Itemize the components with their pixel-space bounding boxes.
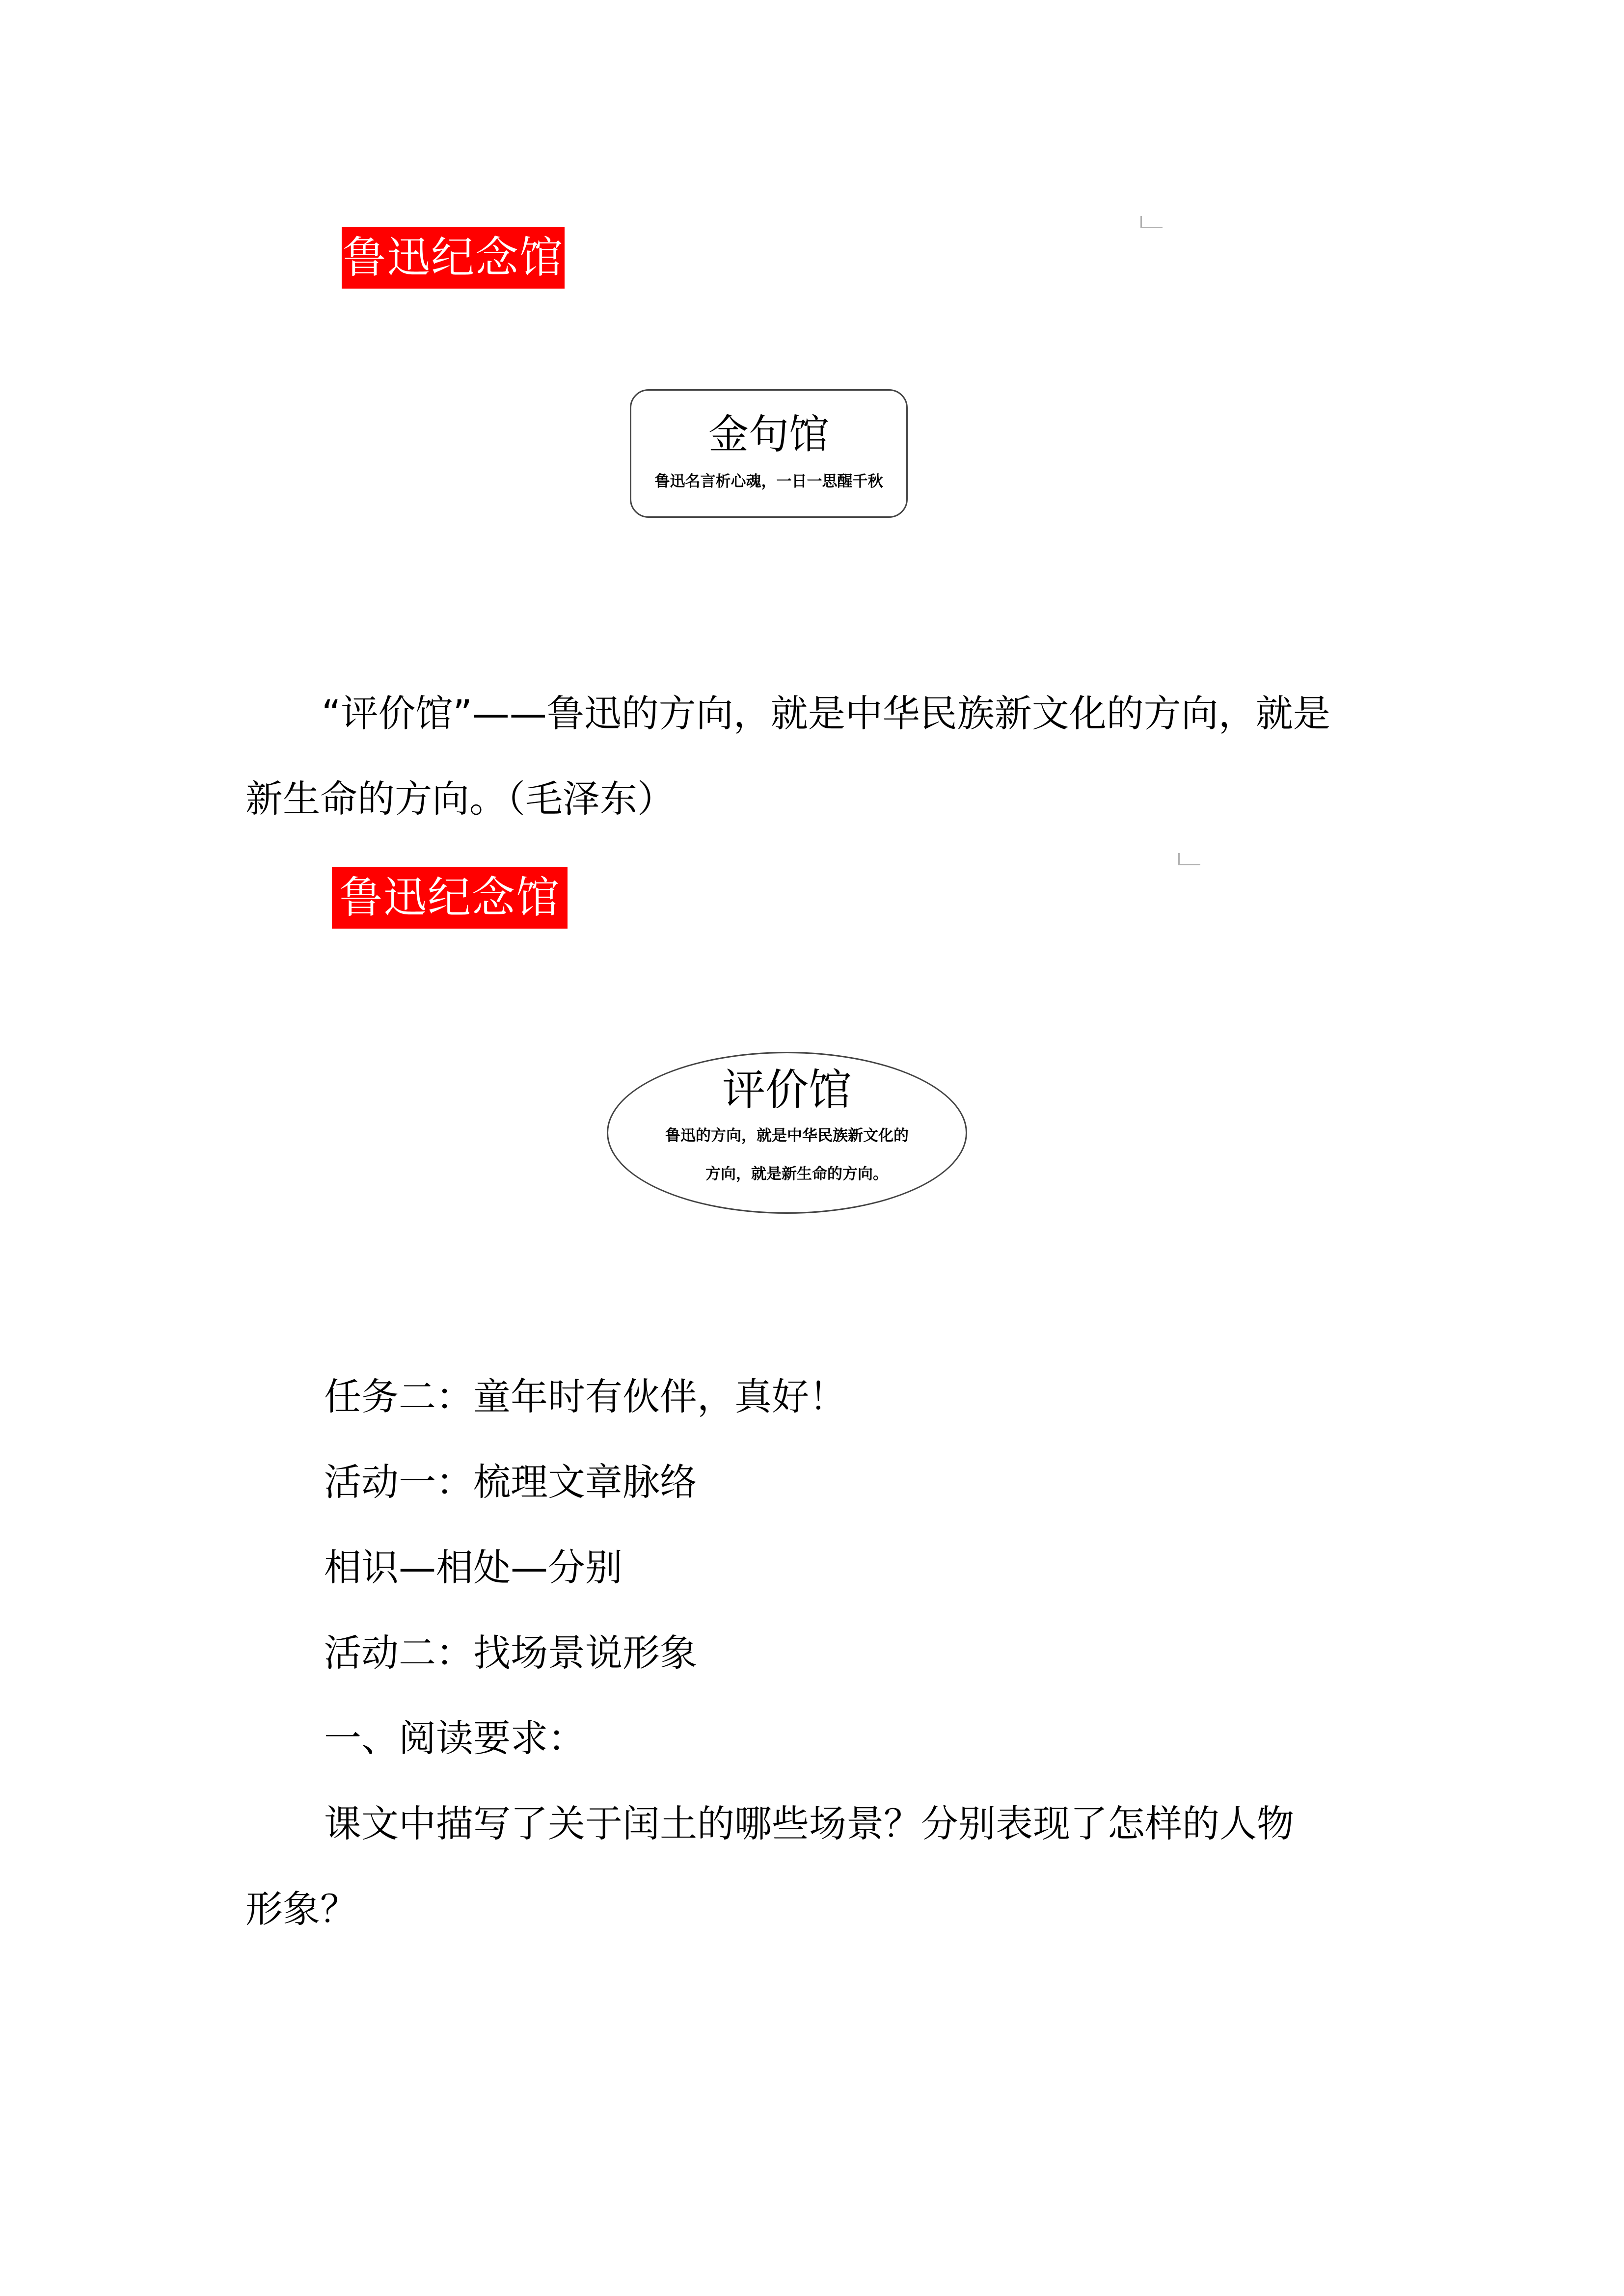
- golden-quote-subtitle: 鲁迅名言析心魂，一日一思醒千秋: [654, 473, 883, 490]
- memorial-label-2: 鲁迅纪念馆: [332, 867, 568, 929]
- evaluation-line-2: 方向，就是新生命的方向。: [705, 1165, 888, 1183]
- question-line-2: 形象？: [245, 1887, 357, 1931]
- reading-requirement-heading: 一、阅读要求：: [324, 1716, 585, 1760]
- task-two-heading: 任务二：童年时有伙伴，真好！: [324, 1375, 846, 1418]
- activity-one-heading: 活动一：梳理文章脉络: [324, 1460, 697, 1504]
- crop-mark-top-right-1: [1140, 216, 1163, 228]
- question-line-1: 课文中描写了关于闰土的哪些场景？分别表现了怎样的人物: [324, 1802, 1294, 1845]
- quote-line-1: “评价馆”——鲁迅的方向，就是中华民族新文化的方向，就是: [322, 692, 1330, 735]
- golden-quote-title: 金句馆: [708, 411, 829, 458]
- memorial-label-1: 鲁迅纪念馆: [342, 227, 565, 289]
- evaluation-line-1: 鲁迅的方向，就是中华民族新文化的: [665, 1127, 909, 1145]
- activity-two-heading: 活动二：找场景说形象: [324, 1631, 697, 1675]
- quote-line-2: 新生命的方向。（毛泽东）: [245, 777, 675, 821]
- evaluation-ellipse: [607, 1052, 967, 1214]
- evaluation-title: 评价馆: [722, 1065, 852, 1115]
- crop-mark-top-right-2: [1178, 853, 1200, 865]
- sequence-text: 相识—相处—分别: [324, 1546, 623, 1589]
- golden-quote-box: [630, 389, 908, 518]
